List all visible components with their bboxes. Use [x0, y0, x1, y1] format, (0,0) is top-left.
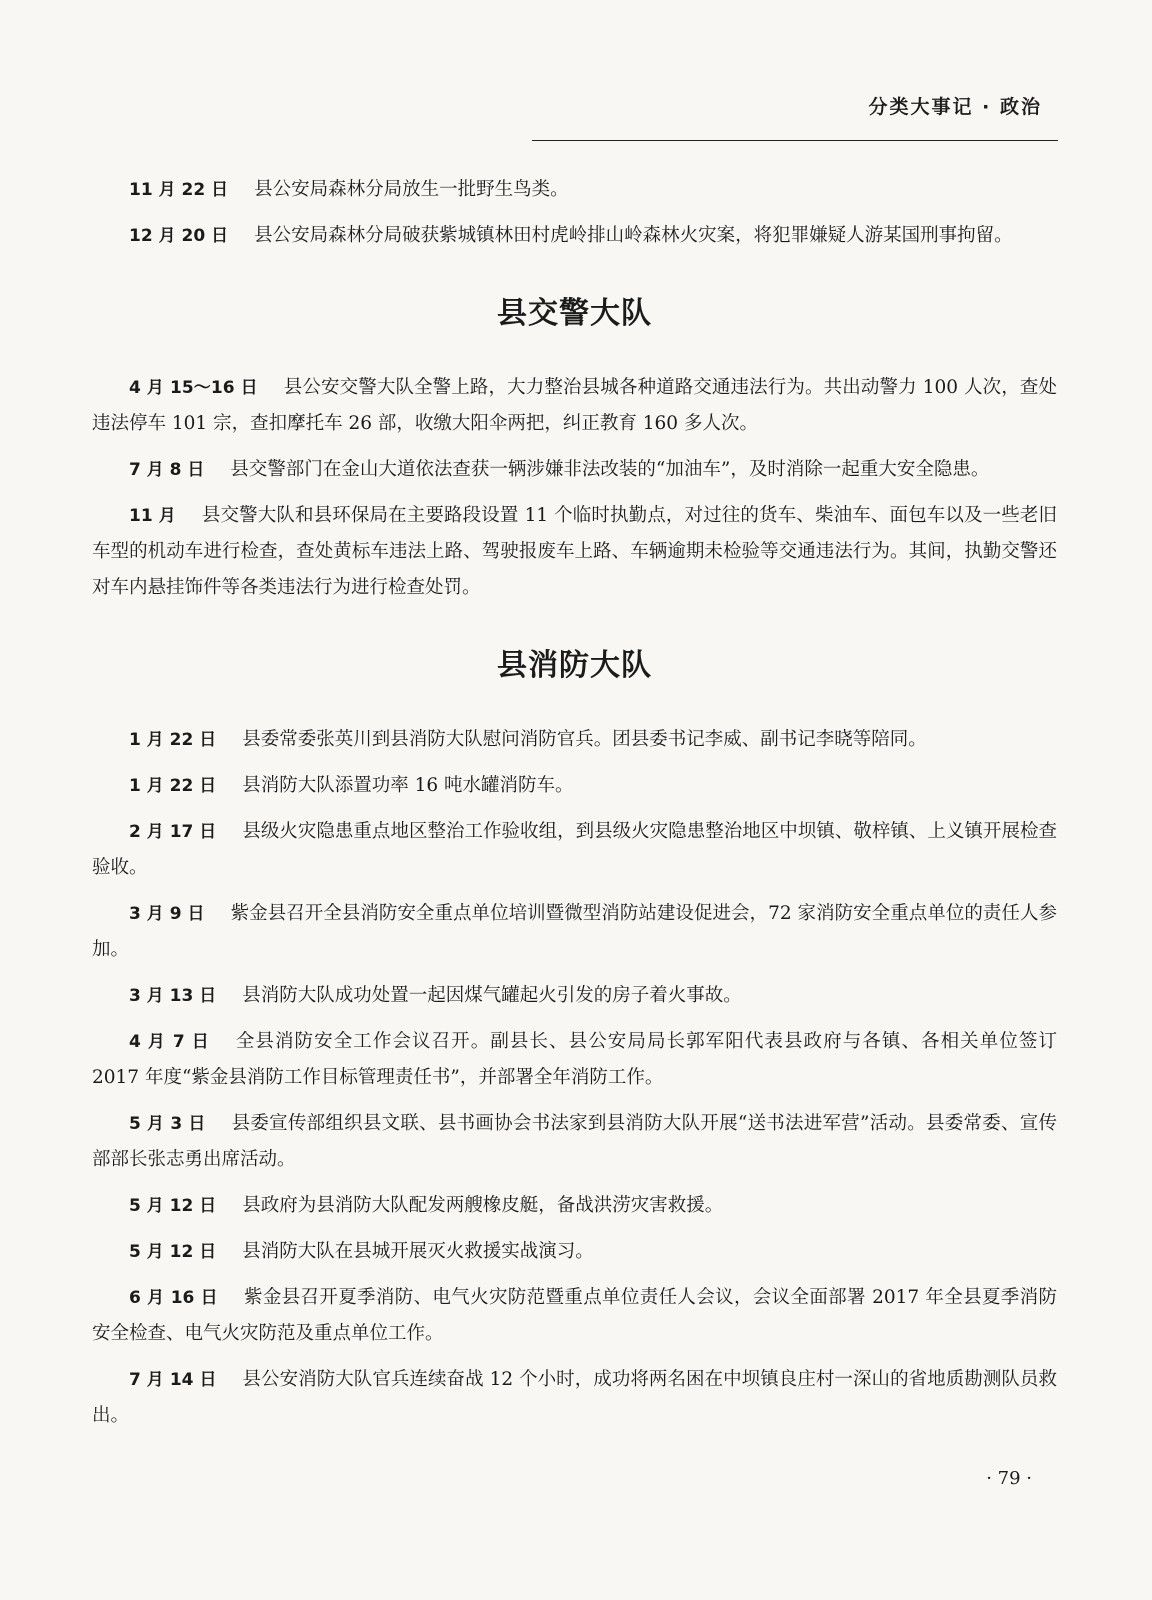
chronicle-entry	[92, 1362, 1057, 1434]
entry-text: 紫金县召开全县消防安全重点单位培训暨微型消防站建设促进会，72 家消防安全重点单位的责任人参加。	[92, 903, 1057, 960]
entry-date: 5 月 12 日	[129, 1242, 217, 1262]
entry-date: 11 月 22 日	[129, 180, 229, 200]
chronicle-entry	[92, 1106, 1057, 1178]
entry-date: 11 月	[129, 506, 176, 526]
entry-date: 1 月 22 日	[129, 776, 217, 796]
entry-date: 5 月 12 日	[129, 1196, 217, 1216]
chronicle-entry	[92, 1024, 1057, 1096]
entry-date: 7 月 8 日	[129, 460, 205, 480]
chronicle-entry	[92, 172, 1057, 208]
entry-date: 6 月 16 日	[129, 1288, 218, 1308]
page-body	[92, 172, 1057, 1444]
entry-date: 1 月 22 日	[129, 730, 217, 750]
section-title: 县交警大队	[497, 296, 652, 331]
entry-date: 2 月 17 日	[129, 822, 217, 842]
entry-date: 4 月 15～16 日	[129, 378, 258, 398]
chronicle-entry	[92, 218, 1057, 254]
chronicle-entry	[92, 1280, 1057, 1352]
entry-text: 县公安局森林分局放生一批野生鸟类。	[254, 179, 569, 200]
intro-entries	[92, 172, 1057, 254]
chronicle-entry	[92, 452, 1057, 488]
entry-list	[92, 722, 1057, 1434]
entry-text: 县消防大队添置功率 16 吨水罐消防车。	[242, 775, 574, 796]
entry-date: 5 月 3 日	[129, 1114, 206, 1134]
entry-date: 12 月 20 日	[129, 226, 229, 246]
chronicle-entry	[92, 370, 1057, 442]
entry-text: 县公安局森林分局破获紫城镇林田村虎岭排山岭森林火灾案，将犯罪嫌疑人游某国刑事拘留。	[254, 225, 1013, 246]
entry-text: 县委常委张英川到县消防大队慰问消防官兵。团县委书记李威、副书记李晓等陪同。	[242, 729, 927, 750]
header-rule	[532, 140, 1058, 141]
entry-text: 县交警部门在金山大道依法查获一辆涉嫌非法改装的“加油车”，及时消除一起重大安全隐患。	[230, 459, 990, 480]
entry-text: 县级火灾隐患重点地区整治工作验收组，到县级火灾隐患整治地区中坝镇、敬梓镇、上义镇开展检查验收。	[92, 821, 1057, 878]
entry-text: 县消防大队在县城开展灭火救援实战演习。	[242, 1241, 594, 1262]
chronicle-entry	[92, 896, 1057, 968]
chronicle-entry	[92, 978, 1057, 1014]
chronicle-entry	[92, 1188, 1057, 1224]
entry-text: 县交警大队和县环保局在主要路段设置 11 个临时执勤点，对过往的货车、柴油车、面包车以及一些老旧车型的机动车进行检查，查处黄标车违法上路、驾驶报废车上路、车辆逾期未检验等交通违法行为。其间，执勤交警还对车内悬挂饰件等各类违法行为进行检查处罚。	[92, 505, 1057, 598]
entry-text: 全县消防安全工作会议召开。副县长、县公安局局长郭军阳代表县政府与各镇、各相关单位签订 2017 年度“紫金县消防工作目标管理责任书”，并部署全年消防工作。	[92, 1031, 1057, 1088]
entry-text: 县公安消防大队官兵连续奋战 12 个小时，成功将两名困在中坝镇良庄村一深山的省地质勘测队员救出。	[92, 1369, 1057, 1426]
entry-list	[92, 370, 1057, 606]
section-title: 县消防大队	[497, 648, 652, 683]
page-number: · 79 ·	[986, 1468, 1032, 1489]
chronicle-entry	[92, 1234, 1057, 1270]
entry-date: 3 月 9 日	[129, 904, 205, 924]
chronicle-entry	[92, 498, 1057, 606]
entry-text: 县委宣传部组织县文联、县书画协会书法家到县消防大队开展“送书法进军营”活动。县委常委、宣传部部长张志勇出席活动。	[92, 1113, 1057, 1170]
running-header: 分类大事记 · 政治	[868, 96, 1042, 118]
entry-text: 县公安交警大队全警上路，大力整治县城各种道路交通违法行为。共出动警力 100 人次，查处违法停车 101 宗，查扣摩托车 26 部，收缴大阳伞两把，纠正教育 160 多人次。	[92, 377, 1058, 434]
entry-text: 紫金县召开夏季消防、电气火灾防范暨重点单位责任人会议，会议全面部署 2017 年全县夏季消防安全检查、电气火灾防范及重点单位工作。	[92, 1287, 1057, 1344]
entry-date: 7 月 14 日	[129, 1370, 217, 1390]
chronicle-entry	[92, 814, 1057, 886]
entry-text: 县消防大队成功处置一起因煤气罐起火引发的房子着火事故。	[242, 985, 742, 1006]
chronicle-entry	[92, 722, 1057, 758]
entry-text: 县政府为县消防大队配发两艘橡皮艇，备战洪涝灾害救援。	[242, 1195, 724, 1216]
chronicle-entry	[92, 768, 1057, 804]
entry-date: 4 月 7 日	[129, 1032, 210, 1052]
entry-date: 3 月 13 日	[129, 986, 217, 1006]
section-fire-brigade	[92, 640, 1057, 1434]
section-traffic-police	[92, 288, 1057, 606]
